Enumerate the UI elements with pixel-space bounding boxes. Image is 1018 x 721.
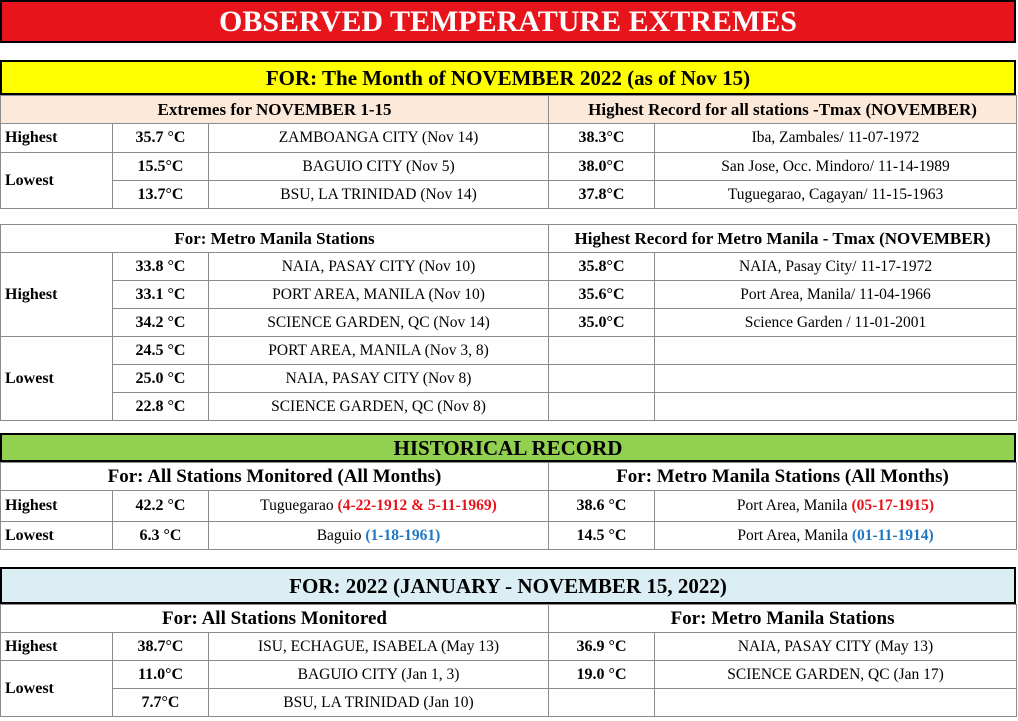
station-cell <box>655 522 1017 550</box>
temp-value: 24.5 °C <box>113 337 209 365</box>
record-station: NAIA, Pasay City/ 11-17-1972 <box>655 253 1017 281</box>
record-station <box>655 689 1017 717</box>
station-name: BAGUIO CITY (Jan 1, 3) <box>209 661 549 689</box>
station-name: ISU, ECHAGUE, ISABELA (May 13) <box>209 633 549 661</box>
record-value: 38.3°C <box>549 124 655 153</box>
station-name: BAGUIO CITY (Nov 5) <box>209 153 549 181</box>
historical-table <box>0 462 1017 550</box>
station-name: BSU, LA TRINIDAD (Jan 10) <box>209 689 549 717</box>
station-name: PORT AREA, MANILA (Nov 3, 8) <box>209 337 549 365</box>
temp-value: 25.0 °C <box>113 365 209 393</box>
station-cell <box>209 522 549 550</box>
historical-banner: HISTORICAL RECORD <box>0 433 1016 462</box>
temp-value: 13.7°C <box>113 181 209 209</box>
temp-value: 6.3 °C <box>113 522 209 550</box>
row-label-lowest: Lowest <box>1 661 113 717</box>
record-station: San Jose, Occ. Mindoro/ 11-14-1989 <box>655 153 1017 181</box>
station-name: Port Area, Manila <box>736 497 852 514</box>
temp-value: 33.1 °C <box>113 281 209 309</box>
metro-header: For: Metro Manila Stations <box>1 225 549 253</box>
record-date: (4-22-1912 & 5-11-1969) <box>337 497 497 514</box>
table-row <box>1 661 1017 689</box>
temp-value: 15.5°C <box>113 153 209 181</box>
year-banner: FOR: 2022 (JANUARY - NOVEMBER 15, 2022) <box>0 567 1016 604</box>
table-row <box>1 365 1017 393</box>
record-date: (1-18-1961) <box>365 526 441 544</box>
record-value <box>549 365 655 393</box>
page-title: OBSERVED TEMPERATURE EXTREMES <box>0 0 1016 43</box>
metro-manila-table <box>0 224 1017 421</box>
temp-value: 34.2 °C <box>113 309 209 337</box>
record-value: 38.0°C <box>549 153 655 181</box>
record-station: Iba, Zambales/ 11-07-1972 <box>655 124 1017 153</box>
station-name: Port Area, Manila <box>737 526 852 544</box>
period-banner: FOR: The Month of NOVEMBER 2022 (as of Nov 15) <box>0 60 1016 95</box>
nov-record-header: Highest Record for all stations -Tmax (NOVEMBER) <box>549 96 1017 124</box>
station-name: NAIA, PASAY CITY (Nov 10) <box>209 253 549 281</box>
temp-value: 11.0°C <box>113 661 209 689</box>
row-label-highest: Highest <box>1 124 113 153</box>
station-name: NAIA, PASAY CITY (Nov 8) <box>209 365 549 393</box>
november-extremes-table <box>0 95 1017 209</box>
table-row <box>1 253 1017 281</box>
record-value: 36.9 °C <box>549 633 655 661</box>
temp-value: 38.7°C <box>113 633 209 661</box>
row-label-highest: Highest <box>1 633 113 661</box>
table-row <box>1 124 1017 153</box>
record-station: Port Area, Manila/ 11-04-1966 <box>655 281 1017 309</box>
record-station <box>655 337 1017 365</box>
station-name: SCIENCE GARDEN, QC (Nov 14) <box>209 309 549 337</box>
station-name: Baguio <box>316 526 366 544</box>
record-station <box>655 365 1017 393</box>
table-row <box>1 689 1017 717</box>
record-station: Tuguegarao, Cagayan/ 11-15-1963 <box>655 181 1017 209</box>
record-value <box>549 337 655 365</box>
record-date: (01-11-1914) <box>851 526 934 544</box>
temp-value: 35.7 °C <box>113 124 209 153</box>
record-station: Science Garden / 11-01-2001 <box>655 309 1017 337</box>
temp-value: 33.8 °C <box>113 253 209 281</box>
record-station <box>655 393 1017 421</box>
record-station: SCIENCE GARDEN, QC (Jan 17) <box>655 661 1017 689</box>
table-row <box>1 337 1017 365</box>
row-label-highest: Highest <box>1 253 113 337</box>
record-value: 14.5 °C <box>549 522 655 550</box>
table-row <box>1 309 1017 337</box>
table-row <box>1 153 1017 181</box>
record-station: NAIA, PASAY CITY (May 13) <box>655 633 1017 661</box>
station-name: SCIENCE GARDEN, QC (Nov 8) <box>209 393 549 421</box>
station-name: BSU, LA TRINIDAD (Nov 14) <box>209 181 549 209</box>
nov-extremes-header: Extremes for NOVEMBER 1-15 <box>1 96 549 124</box>
table-row <box>1 281 1017 309</box>
station-name: PORT AREA, MANILA (Nov 10) <box>209 281 549 309</box>
row-label-highest: Highest <box>1 491 113 522</box>
historical-left-header: For: All Stations Monitored (All Months) <box>1 463 549 491</box>
table-row <box>1 522 1017 550</box>
year-right-header: For: Metro Manila Stations <box>549 605 1017 633</box>
record-value: 37.8°C <box>549 181 655 209</box>
temp-value: 42.2 °C <box>113 491 209 522</box>
table-row <box>1 491 1017 522</box>
record-value <box>549 393 655 421</box>
station-name: Tuguegarao <box>260 497 338 514</box>
record-value: 38.6 °C <box>549 491 655 522</box>
table-row <box>1 633 1017 661</box>
station-name: ZAMBOANGA CITY (Nov 14) <box>209 124 549 153</box>
table-row <box>1 181 1017 209</box>
station-cell <box>209 491 549 522</box>
table-row <box>1 393 1017 421</box>
record-value: 19.0 °C <box>549 661 655 689</box>
temp-value: 7.7°C <box>113 689 209 717</box>
record-value <box>549 689 655 717</box>
temp-value: 22.8 °C <box>113 393 209 421</box>
record-value: 35.6°C <box>549 281 655 309</box>
row-label-lowest: Lowest <box>1 153 113 209</box>
year-table <box>0 604 1017 717</box>
year-left-header: For: All Stations Monitored <box>1 605 549 633</box>
row-label-lowest: Lowest <box>1 522 113 550</box>
record-date: (05-17-1915) <box>851 497 935 514</box>
station-cell <box>655 491 1017 522</box>
record-value: 35.0°C <box>549 309 655 337</box>
historical-right-header: For: Metro Manila Stations (All Months) <box>549 463 1017 491</box>
record-value: 35.8°C <box>549 253 655 281</box>
metro-record-header: Highest Record for Metro Manila - Tmax (NOVEMBER) <box>549 225 1017 253</box>
row-label-lowest: Lowest <box>1 337 113 421</box>
